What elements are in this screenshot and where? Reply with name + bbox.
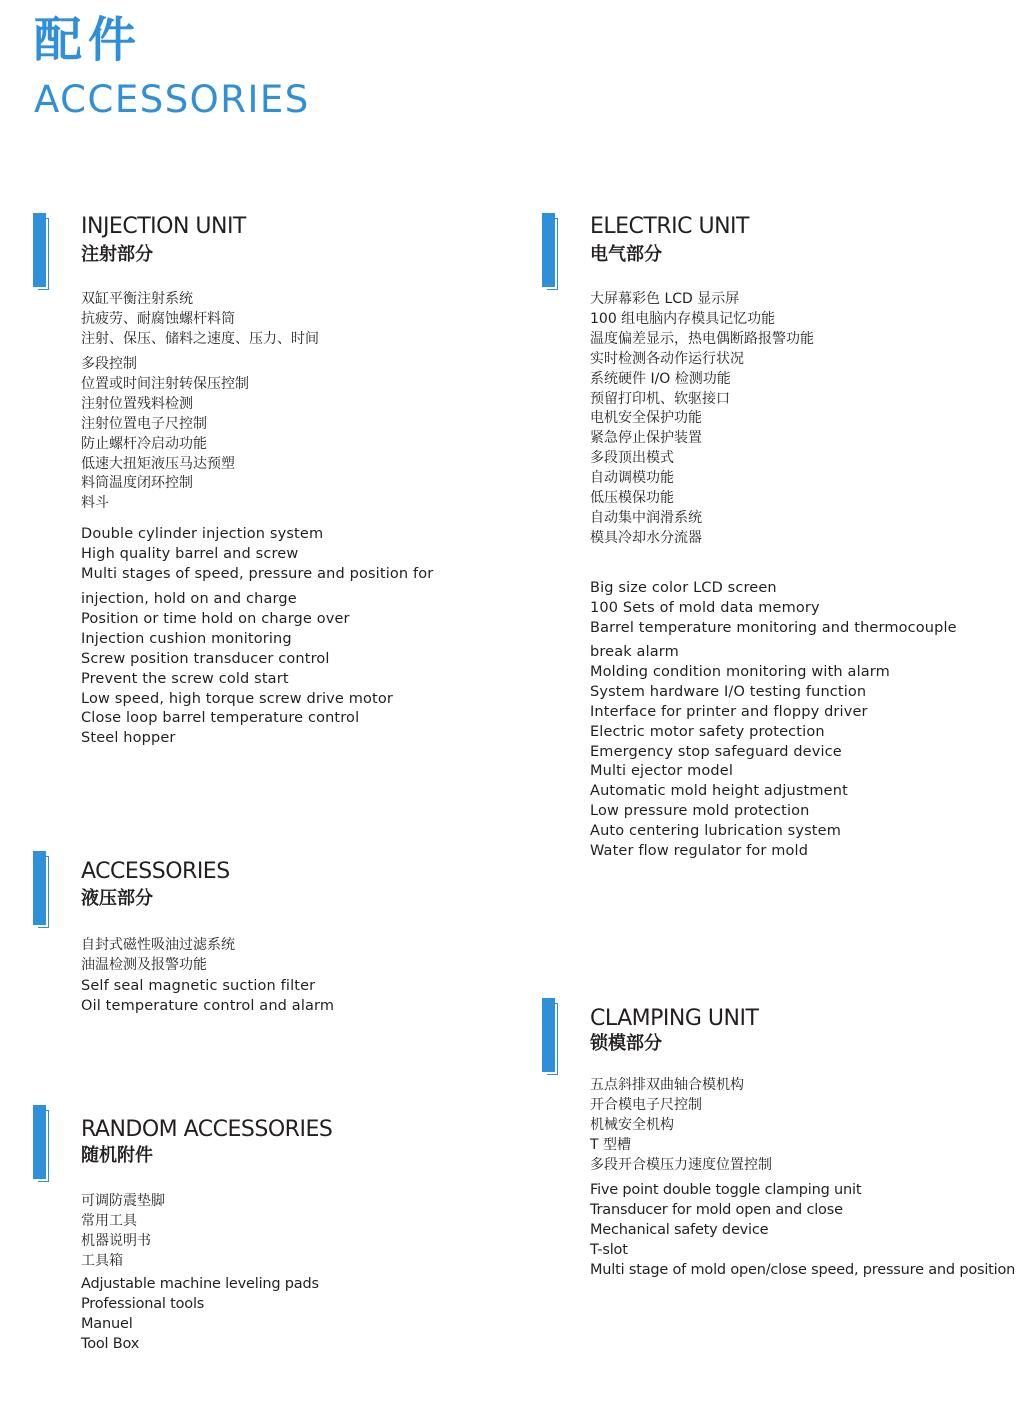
list-item: Screw position transducer control <box>81 650 330 667</box>
section-marker-icon <box>33 851 53 931</box>
list-item: Low pressure mold protection <box>590 803 810 820</box>
list-item: Low speed, high torque screw drive motor <box>81 690 393 707</box>
injection-cn-list-a <box>81 290 319 350</box>
list-item: 大屏幕彩色 LCD 显示屏 <box>590 291 740 307</box>
list-item: Mechanical safety device <box>590 1221 769 1238</box>
list-item: Injection cushion monitoring <box>81 630 292 647</box>
list-item: 可调防震垫脚 <box>81 1193 165 1209</box>
list-item: 预留打印机、软驱接口 <box>590 390 730 407</box>
list-item: 机械安全机构 <box>590 1116 674 1133</box>
list-item: 多段顶出模式 <box>590 450 674 467</box>
list-item: Multi ejector model <box>590 763 734 780</box>
page-title-en: ACCESSORIES <box>34 78 310 121</box>
section-title-cn: 液压部分 <box>81 888 153 909</box>
electric-en-list-a <box>590 579 957 639</box>
section-title-en: ELECTRIC UNIT <box>590 214 749 239</box>
list-item: 油温检测及报警功能 <box>81 956 207 973</box>
list-item: 机器说明书 <box>81 1232 151 1249</box>
section-marker-icon <box>33 213 53 293</box>
list-item: Auto centering lubrication system <box>590 823 841 840</box>
list-item: Multi stage of mold open/close speed, pressure and position <box>590 1261 1016 1278</box>
list-item: Tool Box <box>81 1335 140 1352</box>
list-item: Barrel temperature monitoring and thermocouple <box>590 619 957 636</box>
random-cn-list <box>81 1192 165 1272</box>
list-item: 料斗 <box>81 495 109 512</box>
list-item: 100 Sets of mold data memory <box>590 599 820 616</box>
list-item: T-slot <box>590 1241 628 1258</box>
list-item: 位置或时间注射转保压控制 <box>81 375 249 392</box>
section-title-cn: 锁模部分 <box>590 1033 662 1054</box>
list-item: Professional tools <box>81 1295 205 1312</box>
list-item: Emergency stop safeguard device <box>590 743 842 760</box>
list-item: 低压模保功能 <box>590 490 674 507</box>
section-title-en: RANDOM ACCESSORIES <box>81 1117 333 1142</box>
list-item: 紧急停止保护装置 <box>590 430 702 447</box>
list-item: 温度偏差显示，热电偶断路报警功能 <box>590 330 814 347</box>
list-item: Adjustable machine leveling pads <box>81 1276 319 1292</box>
list-item: 自动集中润滑系统 <box>590 509 702 526</box>
list-item: Big size color LCD screen <box>590 580 777 596</box>
list-item: Interface for printer and floppy driver <box>590 703 868 720</box>
list-item: 工具箱 <box>81 1252 123 1269</box>
list-item: Molding condition monitoring with alarm <box>590 663 890 680</box>
list-item: Close loop barrel temperature control <box>81 710 360 727</box>
list-item: 注射位置电子尺控制 <box>81 415 207 432</box>
list-item: Electric motor safety protection <box>590 723 825 740</box>
list-item: 五点斜排双曲轴合模机构 <box>590 1077 744 1093</box>
section-title-en: CLAMPING UNIT <box>590 1006 759 1031</box>
list-item: Five point double toggle clamping unit <box>590 1182 862 1198</box>
random-en-list <box>81 1275 319 1355</box>
clamping-en-list <box>590 1181 1015 1281</box>
section-title-en: ACCESSORIES <box>81 859 230 884</box>
electric-en-list-b <box>590 643 890 862</box>
list-item: Transducer for mold open and close <box>590 1201 843 1218</box>
injection-en-list-b <box>81 590 393 749</box>
list-item: 自动调模功能 <box>590 470 674 487</box>
list-item: 电机安全保护功能 <box>590 410 702 427</box>
list-item: Manuel <box>81 1315 133 1332</box>
list-item: injection, hold on and charge <box>81 591 297 607</box>
section-title-cn: 注射部分 <box>81 244 153 265</box>
hydraulic-cn-list <box>81 936 235 976</box>
list-item: Self seal magnetic suction filter <box>81 978 316 994</box>
list-item: Steel hopper <box>81 730 176 747</box>
list-item: 模具冷却水分流器 <box>590 529 702 546</box>
list-item: Oil temperature control and alarm <box>81 997 335 1014</box>
section-title-cn: 电气部分 <box>590 244 662 265</box>
list-item: Multi stages of speed, pressure and position for <box>81 565 434 582</box>
list-item: 系统硬件 I/O 检测功能 <box>590 370 731 387</box>
list-item: Automatic mold height adjustment <box>590 783 848 800</box>
clamping-cn-list <box>590 1076 772 1176</box>
section-marker-icon <box>542 213 562 293</box>
list-item: Water flow regulator for mold <box>590 843 809 860</box>
list-item: 注射、保压、储料之速度、压力、时间 <box>81 330 319 347</box>
section-title-cn: 随机附件 <box>81 1145 153 1166</box>
list-item: 料筒温度闭环控制 <box>81 475 193 492</box>
list-item: 100 组电脑内存模具记忆功能 <box>590 310 776 327</box>
section-marker-icon <box>33 1105 53 1185</box>
section-marker-icon <box>542 998 562 1078</box>
list-item: 常用工具 <box>81 1212 137 1229</box>
list-item: Position or time hold on charge over <box>81 610 350 627</box>
electric-cn-list <box>590 290 814 549</box>
list-item: break alarm <box>590 644 679 660</box>
list-item: Double cylinder injection system <box>81 526 324 542</box>
section-title-en: INJECTION UNIT <box>81 214 246 239</box>
injection-en-list-a <box>81 525 433 585</box>
injection-cn-list-b <box>81 355 249 514</box>
list-item: High quality barrel and screw <box>81 545 299 562</box>
list-item: 注射位置残料检测 <box>81 395 193 412</box>
list-item: 低速大扭矩液压马达预塑 <box>81 455 235 472</box>
list-item: 双缸平衡注射系统 <box>81 291 193 307</box>
list-item: Prevent the screw cold start <box>81 670 289 687</box>
list-item: 开合模电子尺控制 <box>590 1096 702 1113</box>
list-item: 防止螺杆冷启动功能 <box>81 435 207 452</box>
list-item: 自封式磁性吸油过滤系统 <box>81 937 235 953</box>
list-item: 抗疲劳、耐腐蚀螺杆料筒 <box>81 310 235 327</box>
list-item: 实时检测各动作运行状况 <box>590 350 744 367</box>
list-item: System hardware I/O testing function <box>590 683 867 700</box>
list-item: T 型槽 <box>590 1136 632 1153</box>
page-title-cn: 配件 <box>34 12 143 68</box>
list-item: 多段开合模压力速度位置控制 <box>590 1156 772 1173</box>
list-item: 多段控制 <box>81 356 137 372</box>
hydraulic-en-list <box>81 977 334 1017</box>
